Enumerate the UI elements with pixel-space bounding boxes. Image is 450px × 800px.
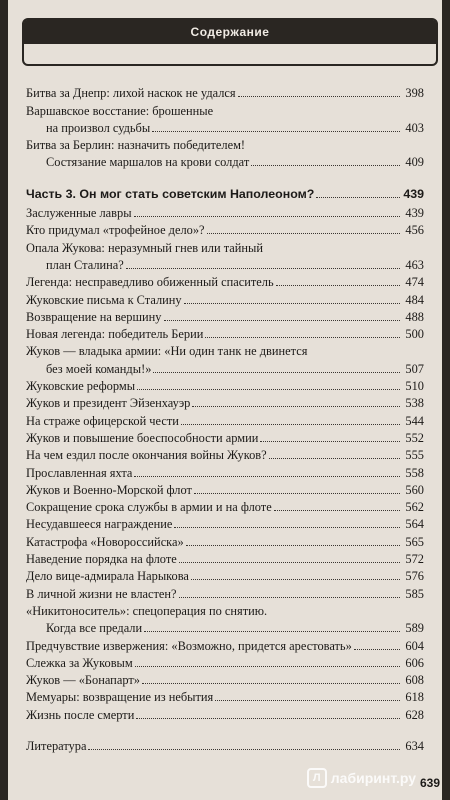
- toc-entry-title: Когда все предали: [46, 621, 143, 636]
- toc-entry: [26, 584, 424, 601]
- toc-entry: [26, 153, 424, 170]
- toc-entry: [26, 602, 424, 619]
- dot-leader: [179, 597, 400, 598]
- toc-entry-page: 618: [405, 690, 424, 705]
- dot-leader: [207, 233, 400, 234]
- toc-entry-title: Жуков и Военно-Морской флот: [26, 482, 192, 497]
- toc-entry: [26, 619, 424, 636]
- toc-entry: [26, 273, 424, 290]
- toc-entry-page: 576: [405, 569, 424, 584]
- toc-entry-page: 456: [405, 223, 424, 238]
- toc-entry-title: Часть 3. Он мог стать советским Наполеоном?: [26, 186, 315, 201]
- toc-entry: [26, 256, 424, 273]
- toc-entry: [26, 550, 424, 567]
- toc-entry-title: Предчувствие извержения: «Возможно, придется арестовать»: [26, 638, 352, 653]
- dot-leader: [152, 131, 400, 132]
- toc-entry: [26, 238, 424, 255]
- toc-entry-page: 409: [405, 155, 424, 170]
- toc-entry: [26, 446, 424, 463]
- toc-entry-title: На страже офицерской чести: [26, 413, 179, 428]
- toc-entry: [26, 671, 424, 688]
- toc-entry-title: Прославленная яхта: [26, 465, 133, 480]
- toc-entry-title: Заслуженные лавры: [26, 206, 132, 221]
- toc-entry-title: Жуковские реформы: [26, 379, 136, 394]
- toc-entry-title: Жуков — владыка армии: «Ни один танк не двинется: [26, 344, 308, 359]
- toc-entry-page: 507: [405, 361, 424, 376]
- toc-entry-page: 403: [405, 120, 424, 135]
- toc-entry: [26, 636, 424, 653]
- toc-entry: [26, 532, 424, 549]
- toc-entry-title: Сокращение срока службы в армии и на флоте: [26, 500, 272, 515]
- toc-entry-page: 439: [405, 206, 424, 221]
- dot-leader: [181, 424, 400, 425]
- toc-entry-title: на произвол судьбы: [46, 120, 151, 135]
- toc-entry-title: Слежка за Жуковым: [26, 655, 133, 670]
- dot-leader: [316, 197, 400, 198]
- toc-entry-title: Кто придумал «трофейное дело»?: [26, 223, 205, 238]
- dot-leader: [134, 476, 400, 477]
- toc-entry-page: 500: [405, 327, 424, 342]
- toc-entry-title: Состязание маршалов на крови солдат: [46, 155, 250, 170]
- dot-leader: [192, 406, 400, 407]
- toc-entry-title: Жуков и президент Эйзенхауэр: [26, 396, 191, 411]
- toc-entry-page: 606: [405, 655, 424, 670]
- toc-entry: [26, 377, 424, 394]
- page-title: Содержание: [190, 25, 270, 39]
- dot-leader: [251, 165, 400, 166]
- toc-entry-page: 608: [405, 673, 424, 688]
- toc-entry: [26, 515, 424, 532]
- toc-entry-page: 484: [405, 292, 424, 307]
- toc-entry-page: 544: [405, 413, 424, 428]
- dot-leader: [126, 268, 400, 269]
- book-page: [8, 0, 442, 800]
- toc-entry-page: 439: [403, 186, 424, 201]
- toc-entry-title: без моей команды!»: [46, 361, 152, 376]
- toc-entry: [26, 498, 424, 515]
- toc-entry: [26, 290, 424, 307]
- dot-leader: [179, 562, 400, 563]
- labirint-logo-icon: Л: [307, 768, 327, 788]
- dot-leader: [137, 389, 400, 390]
- toc-entry-title: Несудавшееся награждение: [26, 517, 173, 532]
- toc-entry: [26, 705, 424, 722]
- toc-entry-page: 488: [405, 309, 424, 324]
- toc-entry-title: Битва за Берлин: назначить победителем!: [26, 138, 246, 153]
- toc-entry-page: 585: [405, 586, 424, 601]
- page-number: 639: [419, 776, 440, 790]
- toc-entry: [26, 204, 424, 221]
- toc-entry-page: 510: [405, 379, 424, 394]
- toc-entry-page: 604: [405, 638, 424, 653]
- dot-leader: [276, 285, 400, 286]
- toc-entry-title: Жуков и повышение боеспособности армии: [26, 430, 259, 445]
- toc-entry-title: На чем ездил после окончания войны Жуков?: [26, 448, 267, 463]
- toc-entry-title: Литература: [26, 738, 87, 753]
- dot-leader: [194, 493, 400, 494]
- toc-entry-title: Варшавское восстание: брошенные: [26, 103, 214, 118]
- toc-entry: [26, 481, 424, 498]
- table-of-contents: [26, 84, 424, 756]
- toc-entry: [26, 119, 424, 136]
- toc-entry: [26, 221, 424, 238]
- toc-entry-page: 565: [405, 534, 424, 549]
- toc-entry-page: 474: [405, 275, 424, 290]
- dot-leader: [142, 683, 400, 684]
- toc-entry-title: Легенда: несправедливо обиженный спаситель: [26, 275, 274, 290]
- toc-entry-page: 589: [405, 621, 424, 636]
- toc-entry-page: 572: [405, 552, 424, 567]
- toc-entry: [26, 84, 424, 101]
- toc-entry-page: 564: [405, 517, 424, 532]
- dot-leader: [153, 372, 400, 373]
- toc-entry: [26, 463, 424, 480]
- header-frame: [22, 18, 438, 66]
- dot-leader: [186, 545, 400, 546]
- toc-entry-title: В личной жизни не властен?: [26, 586, 177, 601]
- toc-entry: [26, 308, 424, 325]
- watermark: [307, 768, 416, 788]
- dot-leader: [135, 666, 400, 667]
- dot-leader: [174, 527, 400, 528]
- toc-entry: [26, 411, 424, 428]
- dot-leader: [260, 441, 400, 442]
- toc-entry: [26, 429, 424, 446]
- toc-entry: [26, 359, 424, 376]
- toc-entry: [26, 654, 424, 671]
- toc-entry-title: Дело вице-адмирала Нарыкова: [26, 569, 189, 584]
- toc-entry-page: 560: [405, 482, 424, 497]
- toc-entry-page: 558: [405, 465, 424, 480]
- toc-entry-page: 562: [405, 500, 424, 515]
- toc-entry-title: Возвращение на вершину: [26, 309, 162, 324]
- toc-entry: [26, 184, 424, 201]
- toc-entry: [26, 136, 424, 153]
- toc-entry: [26, 394, 424, 411]
- toc-entry-title: Битва за Днепр: лихой наскок не удался: [26, 86, 236, 101]
- toc-entry-title: Опала Жукова: неразумный гнев или тайный: [26, 240, 263, 255]
- toc-entry-title: Жуковские письма к Сталину: [26, 292, 182, 307]
- toc-entry-page: 555: [405, 448, 424, 463]
- watermark-text: лабиринт.ру: [330, 770, 416, 786]
- dot-leader: [164, 320, 401, 321]
- toc-entry-page: 463: [405, 257, 424, 272]
- toc-entry-title: Новая легенда: победитель Берии: [26, 327, 204, 342]
- toc-entry-page: 628: [405, 707, 424, 722]
- toc-entry: [26, 101, 424, 118]
- toc-entry: [26, 688, 424, 705]
- dot-leader: [269, 458, 400, 459]
- toc-entry: [26, 325, 424, 342]
- dot-leader: [134, 216, 400, 217]
- dot-leader: [184, 303, 400, 304]
- toc-entry-title: Наведение порядка на флоте: [26, 552, 177, 567]
- dot-leader: [274, 510, 400, 511]
- toc-entry-page: 398: [405, 86, 424, 101]
- dot-leader: [136, 718, 400, 719]
- toc-entry-title: план Сталина?: [46, 257, 124, 272]
- toc-entry-title: Жуков — «Бонапарт»: [26, 673, 140, 688]
- dot-leader: [238, 96, 400, 97]
- toc-entry-title: Катастрофа «Новороссийска»: [26, 534, 184, 549]
- toc-entry: [26, 342, 424, 359]
- toc-entry-title: Жизнь после смерти: [26, 707, 135, 722]
- toc-entry-page: 552: [405, 430, 424, 445]
- toc-entry-page: 634: [405, 738, 424, 753]
- dot-leader: [205, 337, 400, 338]
- toc-entry: [26, 737, 424, 754]
- dot-leader: [191, 579, 400, 580]
- dot-leader: [215, 700, 400, 701]
- toc-entry: [26, 567, 424, 584]
- toc-entry-title: «Никитоноситель»: спецоперация по снятию.: [26, 603, 268, 618]
- dot-leader: [144, 631, 400, 632]
- dot-leader: [354, 649, 400, 650]
- header-bar: [24, 20, 436, 44]
- toc-entry-page: 538: [405, 396, 424, 411]
- toc-entry-title: Мемуары: возвращение из небытия: [26, 690, 214, 705]
- dot-leader: [88, 749, 400, 750]
